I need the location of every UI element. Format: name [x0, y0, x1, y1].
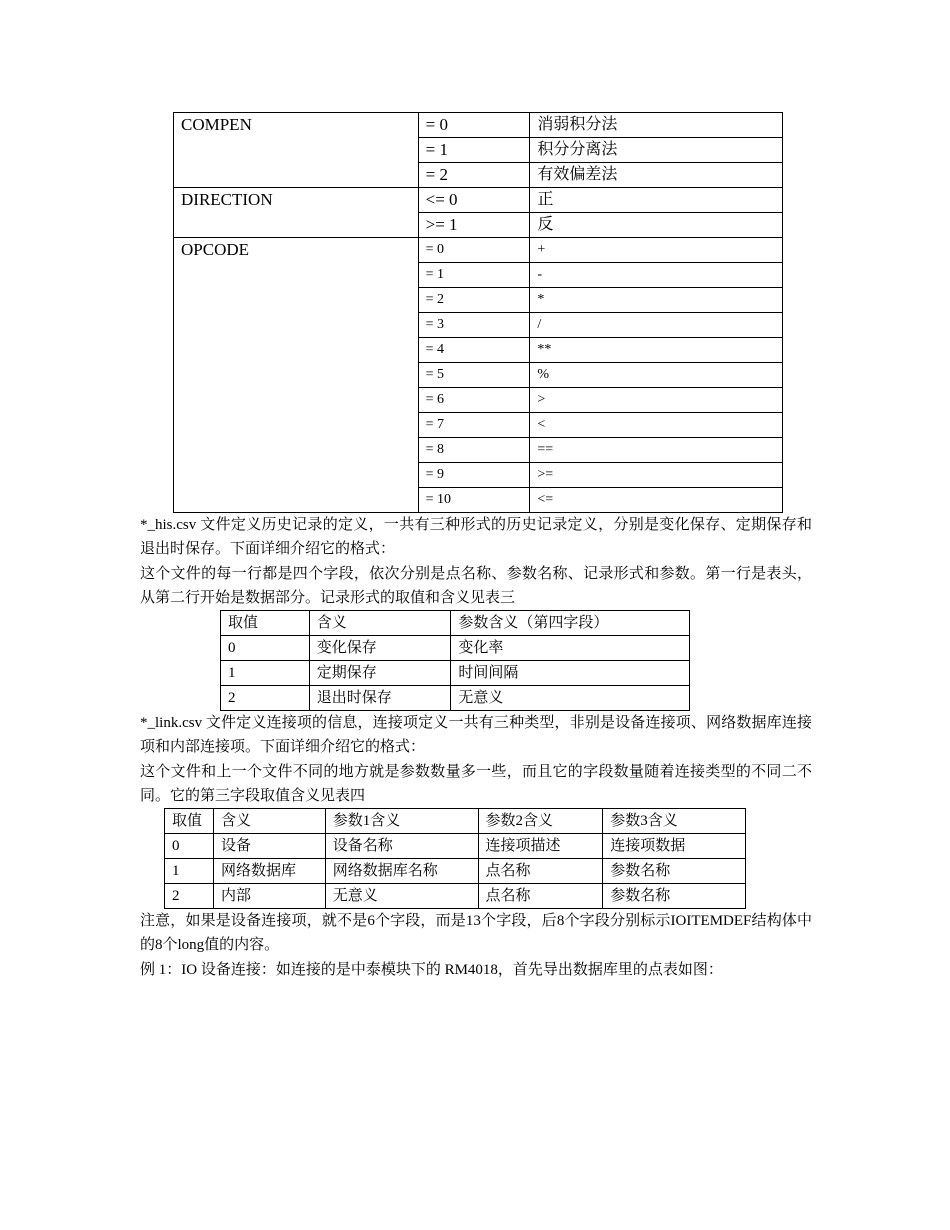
value-cell: = 1	[418, 138, 530, 163]
table-cell: 点名称	[478, 884, 603, 909]
link-csv-format-paragraph: 这个文件和上一个文件不同的地方就是参数数量多一些，而且它的字段数量随着连接类型的不同二不同。它的第三字段取值含义见表四	[140, 764, 812, 804]
table-cell: 设备	[213, 834, 325, 859]
link-csv-intro-paragraph: *_link.csv 文件定义连接项的信息，连接项定义一共有三种类型，非别是设备连接项、网络数据库连接项和内部连接项。下面详细介绍它的格式：	[140, 715, 812, 755]
value-cell: >= 1	[418, 213, 530, 238]
param-name-cell: COMPEN	[174, 113, 419, 188]
meaning-cell: ==	[530, 438, 783, 463]
table-cell: 2	[221, 686, 310, 711]
his-csv-intro-paragraph: *_his.csv 文件定义历史记录的定义，一共有三种形式的历史记录定义，分别是变化保存、定期保存和退出时保存。下面详细介绍它的格式：	[140, 517, 812, 557]
table-cell: 1	[165, 859, 214, 884]
value-cell: = 3	[418, 313, 530, 338]
link-type-table	[164, 808, 746, 909]
meaning-cell: <	[530, 413, 783, 438]
table-cell: 网络数据库名称	[325, 859, 478, 884]
column-header: 取值	[221, 611, 310, 636]
table-cell: 无意义	[451, 686, 690, 711]
table-cell: 2	[165, 884, 214, 909]
value-cell: = 2	[418, 163, 530, 188]
meaning-cell: +	[530, 238, 783, 263]
meaning-cell: **	[530, 338, 783, 363]
value-cell: = 0	[418, 238, 530, 263]
meaning-cell: >	[530, 388, 783, 413]
opcode-parameter-table	[173, 112, 783, 513]
his-csv-format-paragraph: 这个文件的每一行都是四个字段，依次分别是点名称、参数名称、记录形式和参数。第一行是表头，从第二行开始是数据部分。记录形式的取值和含义见表三	[140, 566, 812, 606]
param-name-cell: OPCODE	[174, 238, 419, 513]
meaning-cell: 消弱积分法	[530, 113, 783, 138]
meaning-cell: *	[530, 288, 783, 313]
table-row	[174, 188, 783, 213]
table-row	[221, 661, 690, 686]
table-header-row	[221, 611, 690, 636]
value-cell: = 2	[418, 288, 530, 313]
table-cell: 时间间隔	[451, 661, 690, 686]
table-row	[174, 113, 783, 138]
record-form-table	[220, 610, 690, 711]
column-header: 参数1含义	[325, 809, 478, 834]
meaning-cell: %	[530, 363, 783, 388]
value-cell: <= 0	[418, 188, 530, 213]
table-cell: 变化率	[451, 636, 690, 661]
value-cell: = 10	[418, 488, 530, 513]
table-row	[221, 686, 690, 711]
meaning-cell: 反	[530, 213, 783, 238]
table-cell: 1	[221, 661, 310, 686]
meaning-cell: 正	[530, 188, 783, 213]
table-cell: 参数名称	[603, 859, 746, 884]
table-cell: 定期保存	[309, 661, 451, 686]
table-cell: 退出时保存	[309, 686, 451, 711]
meaning-cell: -	[530, 263, 783, 288]
table-cell: 0	[221, 636, 310, 661]
meaning-cell: /	[530, 313, 783, 338]
value-cell: = 8	[418, 438, 530, 463]
meaning-cell: <=	[530, 488, 783, 513]
column-header: 含义	[309, 611, 451, 636]
meaning-cell: 积分分离法	[530, 138, 783, 163]
value-cell: = 1	[418, 263, 530, 288]
column-header: 含义	[213, 809, 325, 834]
example-paragraph: 例 1：IO 设备连接：如连接的是中泰模块下的 RM4018，首先导出数据库里的点表如图：	[140, 962, 723, 978]
note-paragraph: 注意，如果是设备连接项，就不是6个字段，而是13个字段，后8个字段分别标示IOITEMDEF结构体中的8个long值的内容。	[140, 913, 812, 953]
table-cell: 设备名称	[325, 834, 478, 859]
meaning-cell: 有效偏差法	[530, 163, 783, 188]
meaning-cell: >=	[530, 463, 783, 488]
value-cell: = 6	[418, 388, 530, 413]
column-header: 参数含义（第四字段）	[451, 611, 690, 636]
value-cell: = 5	[418, 363, 530, 388]
table-header-row	[165, 809, 746, 834]
table-row	[174, 238, 783, 263]
table-cell: 变化保存	[309, 636, 451, 661]
table-cell: 连接项描述	[478, 834, 603, 859]
table-cell: 参数名称	[603, 884, 746, 909]
table-cell: 连接项数据	[603, 834, 746, 859]
value-cell: = 7	[418, 413, 530, 438]
table-cell: 内部	[213, 884, 325, 909]
value-cell: = 9	[418, 463, 530, 488]
table-row	[221, 636, 690, 661]
column-header: 取值	[165, 809, 214, 834]
column-header: 参数2含义	[478, 809, 603, 834]
table-row	[165, 859, 746, 884]
param-name-cell: DIRECTION	[174, 188, 419, 238]
table-row	[165, 834, 746, 859]
table-cell: 网络数据库	[213, 859, 325, 884]
value-cell: = 0	[418, 113, 530, 138]
column-header: 参数3含义	[603, 809, 746, 834]
table-cell: 点名称	[478, 859, 603, 884]
table-row	[165, 884, 746, 909]
value-cell: = 4	[418, 338, 530, 363]
table-cell: 无意义	[325, 884, 478, 909]
table-cell: 0	[165, 834, 214, 859]
